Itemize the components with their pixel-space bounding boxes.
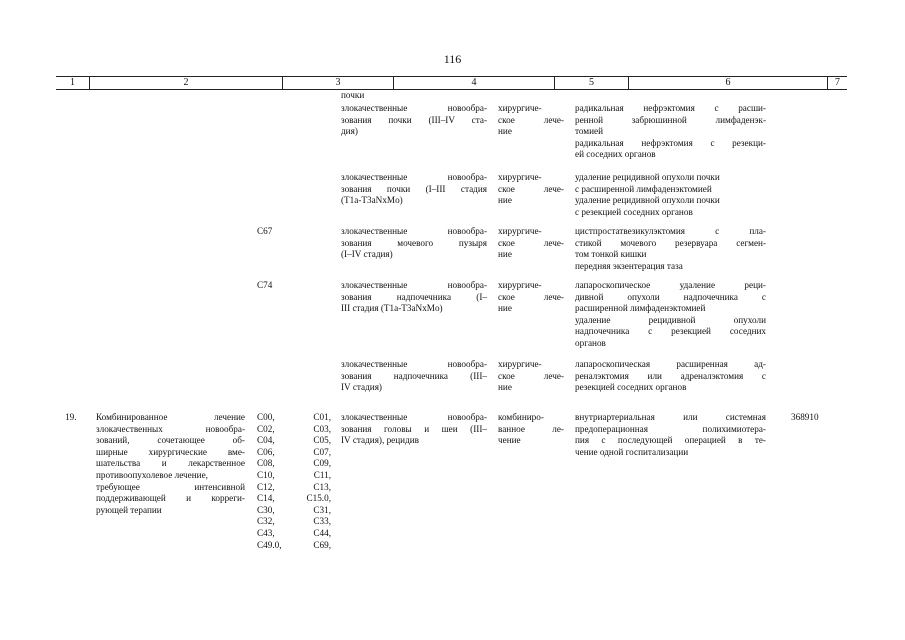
method-cell: радикальная нефрэктомия с расши- ренной забрюшинной лимфаденэк- томией радикальная нефрэктомия с резекци- ей соседних органов	[575, 103, 766, 160]
method-cell: лапароскопическое удаление реци- дивной опухоли надпочечника с расширенной лимфаденэктомией удаление рецидивной опухоли надпочечника с резекцией соседних органов	[575, 280, 766, 348]
column-number-3: 3	[282, 77, 393, 89]
diagnosis-cell: злокачественные новообра- зования надпочечника (III– IV стадия)	[341, 359, 487, 393]
icd-code-list: C00, C01, C02, C03, C04, C05, C06, C07, C08, C09, C10, C11, C12, C13, C14, C15.0, C30, C31, C32, C33, C43, C44, C49.0, C69,	[257, 412, 331, 550]
method-cell: удаление рецидивной опухоли почки с расширенной лимфаденэктомией удаление рецидивной опухоли почки с резекцией соседних органов	[575, 172, 720, 217]
column-number-1: 1	[70, 77, 75, 88]
diagnosis-continuation: почки	[341, 90, 365, 100]
treatment-cell: хирургиче- ское лече- ние	[498, 103, 564, 137]
diagnosis-cell: злокачественные новообра- зования надпочечника (I– III стадия (T1a-T3aNxMo)	[341, 280, 487, 314]
icd-code: C74	[257, 280, 273, 290]
cost-value: 368910	[791, 412, 819, 422]
diagnosis-cell: злокачественные новообра- зования головы и шеи (III– IV стадия), рецидив	[341, 412, 487, 446]
column-number-6: 6	[628, 77, 827, 89]
row-number: 19.	[65, 412, 77, 422]
icd-code: C67	[257, 226, 273, 236]
table-column-header	[56, 76, 847, 90]
diagnosis-cell: злокачественные новообра- зования мочевого пузыря (I–IV стадия)	[341, 226, 487, 260]
treatment-cell: комбиниро- ванное ле- чение	[498, 412, 564, 446]
treatment-cell: хирургиче- ское лече- ние	[498, 226, 564, 260]
page-number: 116	[443, 52, 462, 66]
treatment-cell: хирургиче- ское лече- ние	[498, 172, 564, 206]
method-cell: внутриартериальная или системная предоперационная полихимиотера- пия с последующей операцией в те- чение одной госпитализации	[575, 412, 766, 457]
column-number-7: 7	[827, 77, 847, 89]
column-number-2: 2	[89, 77, 282, 89]
diagnosis-cell: злокачественные новообра- зования почки (I–III стадия (T1a-T3aNxMo)	[341, 172, 487, 206]
column-number-5: 5	[554, 77, 628, 89]
column-number-4: 4	[393, 77, 554, 89]
method-cell: лапароскопическая расширенная ад- реналэктомия или адреналэктомия с резекцией соседних органов	[575, 359, 766, 393]
treatment-name-cell: Комбинированное лечение злокачественных новообра- зований, сочетающее об- ширные хирургические вме- шательства и лекарственное противоопухолевое лечение, требующее интенсивной поддерживающей и корреги- рующей терапии	[96, 412, 245, 515]
diagnosis-cell: злокачественные новообра- зования почки (III–IV ста- дия)	[341, 103, 487, 137]
treatment-cell: хирургиче- ское лече- ние	[498, 280, 564, 314]
method-cell: цистпростатвезикулэктомия с пла- стикой мочевого резервуара сегмен- том тонкой кишки передняя экзентерация таза	[575, 226, 766, 271]
treatment-cell: хирургиче- ское лече- ние	[498, 359, 564, 393]
